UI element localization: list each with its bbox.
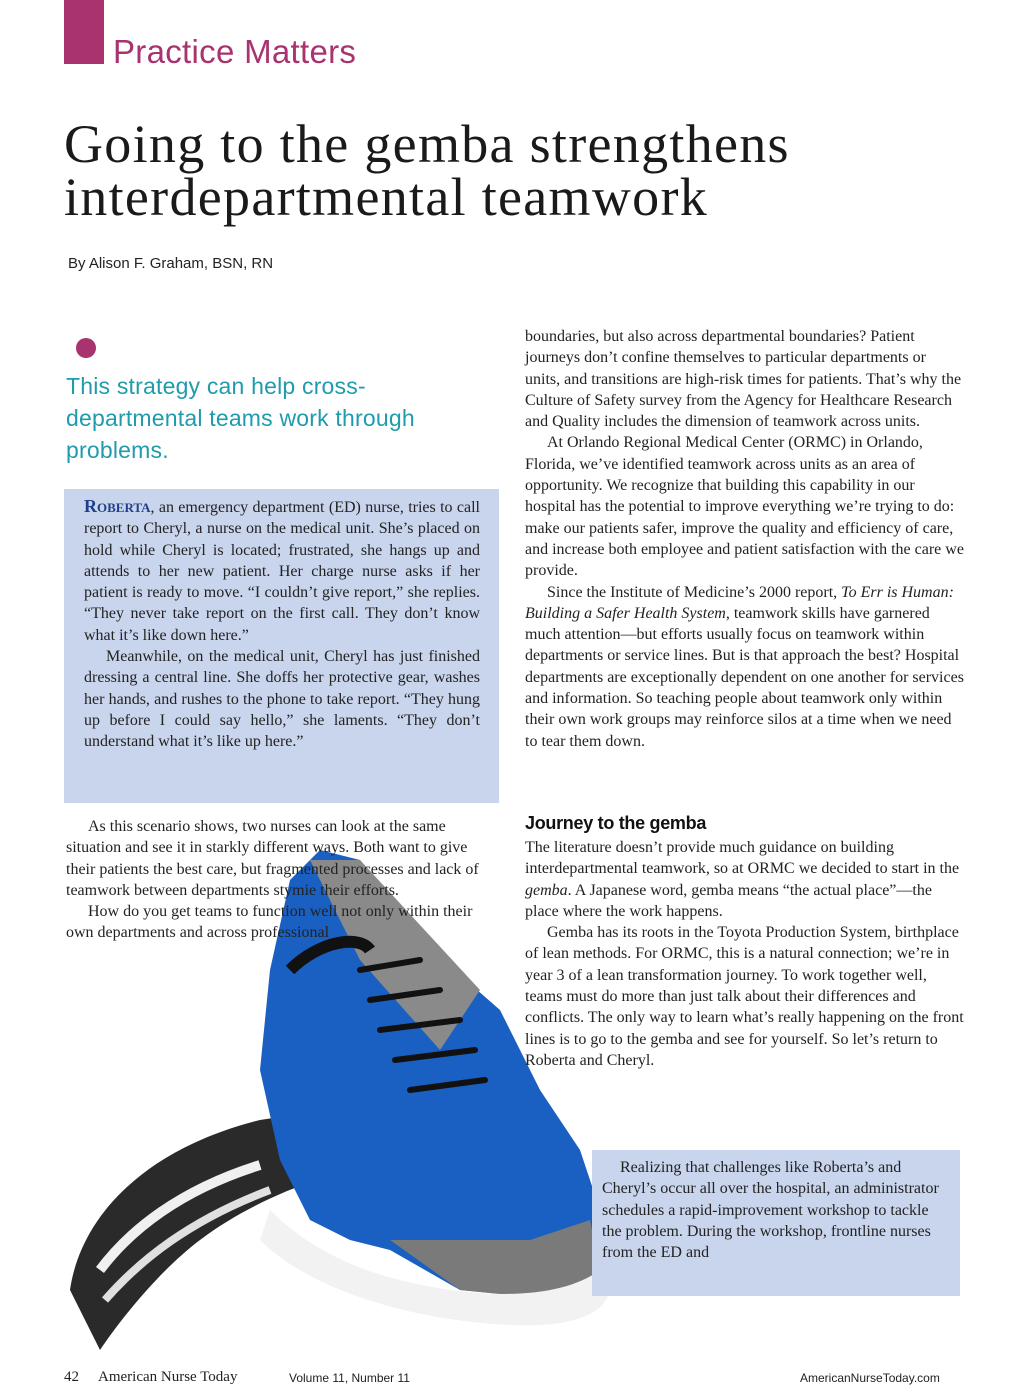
intro-paragraph-1: , an emergency department (ED) nurse, tries to call report to Cheryl, a nurse on the medical unit. She’s placed on hold while Cheryl is located; frustrated, she hangs up and attends to her new patient. Her charge nurse asks if her patient is ready to move. “I couldn’t give report,” she replies. “They never take report on the first call. They don’t know what it’s like down here.” (84, 499, 480, 644)
article-title (64, 114, 964, 227)
report-title: To Err is Human: Building a Safer Health System (525, 583, 954, 622)
volume-info: Volume 11, Number 11 (289, 1371, 410, 1385)
byline: By Alison F. Graham, BSN, RN (68, 255, 274, 272)
gemba-term: gemba (525, 881, 568, 899)
right-p4-text-b: . A Japanese word, gemba means “the actual place”—the place where the work happens. (525, 881, 932, 920)
left-paragraph-2: How do you get teams to function well not only within their own departments and across professional (66, 903, 473, 942)
section-subhead: Journey to the gemba (525, 813, 707, 833)
right-p4-text-a: The literature doesn’t provide much guidance on building interdepartmental teamwork, so at ORMC we decided to start in the (525, 839, 960, 878)
title-line-1: Going to the gemba strengthens (64, 114, 790, 174)
page-number: 42 (64, 1369, 79, 1385)
section-color-bar (64, 0, 104, 64)
intro-paragraph-2: Meanwhile, on the medical unit, Cheryl has just finished dressing a central line. She doffs her protective gear, washes her hands, and rushes to the phone to take report. “They hung up before I could say hello,” she laments. “They don’t understand what it’s like up here.” (84, 648, 480, 751)
right-paragraph-3 (525, 582, 965, 752)
intro-lead: Roberta (84, 496, 151, 516)
left-paragraph-1: As this scenario shows, two nurses can look at the same situation and see it in starkly different ways. Both want to give their patients the best care, but fragmented processes and lack of teamwork between departments stymie their efforts. (66, 818, 479, 899)
bullet-dot-icon (76, 338, 96, 358)
title-line-2: interdepartmental teamwork (64, 167, 709, 227)
right-paragraph-1: boundaries, but also across departmental boundaries? Patient journeys don’t confine themselves to particular departments or units, and transitions are high-risk times for patients. That’s why the Culture of Safety survey from the Agency for Healthcare Research and Quality includes the dimension of teamwork across units. (525, 328, 962, 431)
pull-quote: This strategy can help cross-departmental teams work through problems. (66, 373, 415, 463)
right-paragraph-5: Gemba has its roots in the Toyota Production System, birthplace of lean methods. For ORMC, this is a natural connection; we’re in year 3 of a lean transformation journey. To work together well, teams must do more than just talk about their differences and conflicts. The only way to learn what’s really happening on the front lines is to go to the gemba and see for yourself. So let’s return to Roberta and Cheryl. (525, 924, 964, 1069)
magazine-name: American Nurse Today (98, 1369, 238, 1385)
right-paragraph-4 (525, 837, 965, 922)
website-url: AmericanNurseToday.com (800, 1371, 940, 1385)
callout-text: Realizing that challenges like Roberta’s and Cheryl’s occur all over the hospital, an administrator schedules a rapid-improvement workshop to tackle the problem. During the workshop, frontline nurses from the ED and (602, 1159, 939, 1262)
right-paragraph-2: At Orlando Regional Medical Center (ORMC) in Orlando, Florida, we’ve identified teamwork across units as an area of opportunity. We recognize that building this capability in our hospital has the potential to improve everything we’re trying to do: make our patients safer, improve the quality and efficiency of care, and increase both employee and patient satisfaction with the care we provide. (525, 434, 964, 580)
right-column-top (525, 326, 965, 752)
section-label: Practice Matters (113, 33, 357, 70)
right-p3-text-a: Since the Institute of Medicine’s 2000 report, (547, 583, 842, 601)
right-p3-text-b: , teamwork skills have garnered much attention—but efforts usually focus on teamwork within departments or service lines. But is that approach the best? Hospital departments are exceptionally dependent on one another for services and information. So teaching people about teamwork only within their own work groups may reinforce silos at a time when we need to tear them down. (525, 604, 964, 750)
right-column-bottom (525, 837, 965, 1071)
left-column (66, 816, 496, 944)
intro-text (84, 496, 480, 753)
